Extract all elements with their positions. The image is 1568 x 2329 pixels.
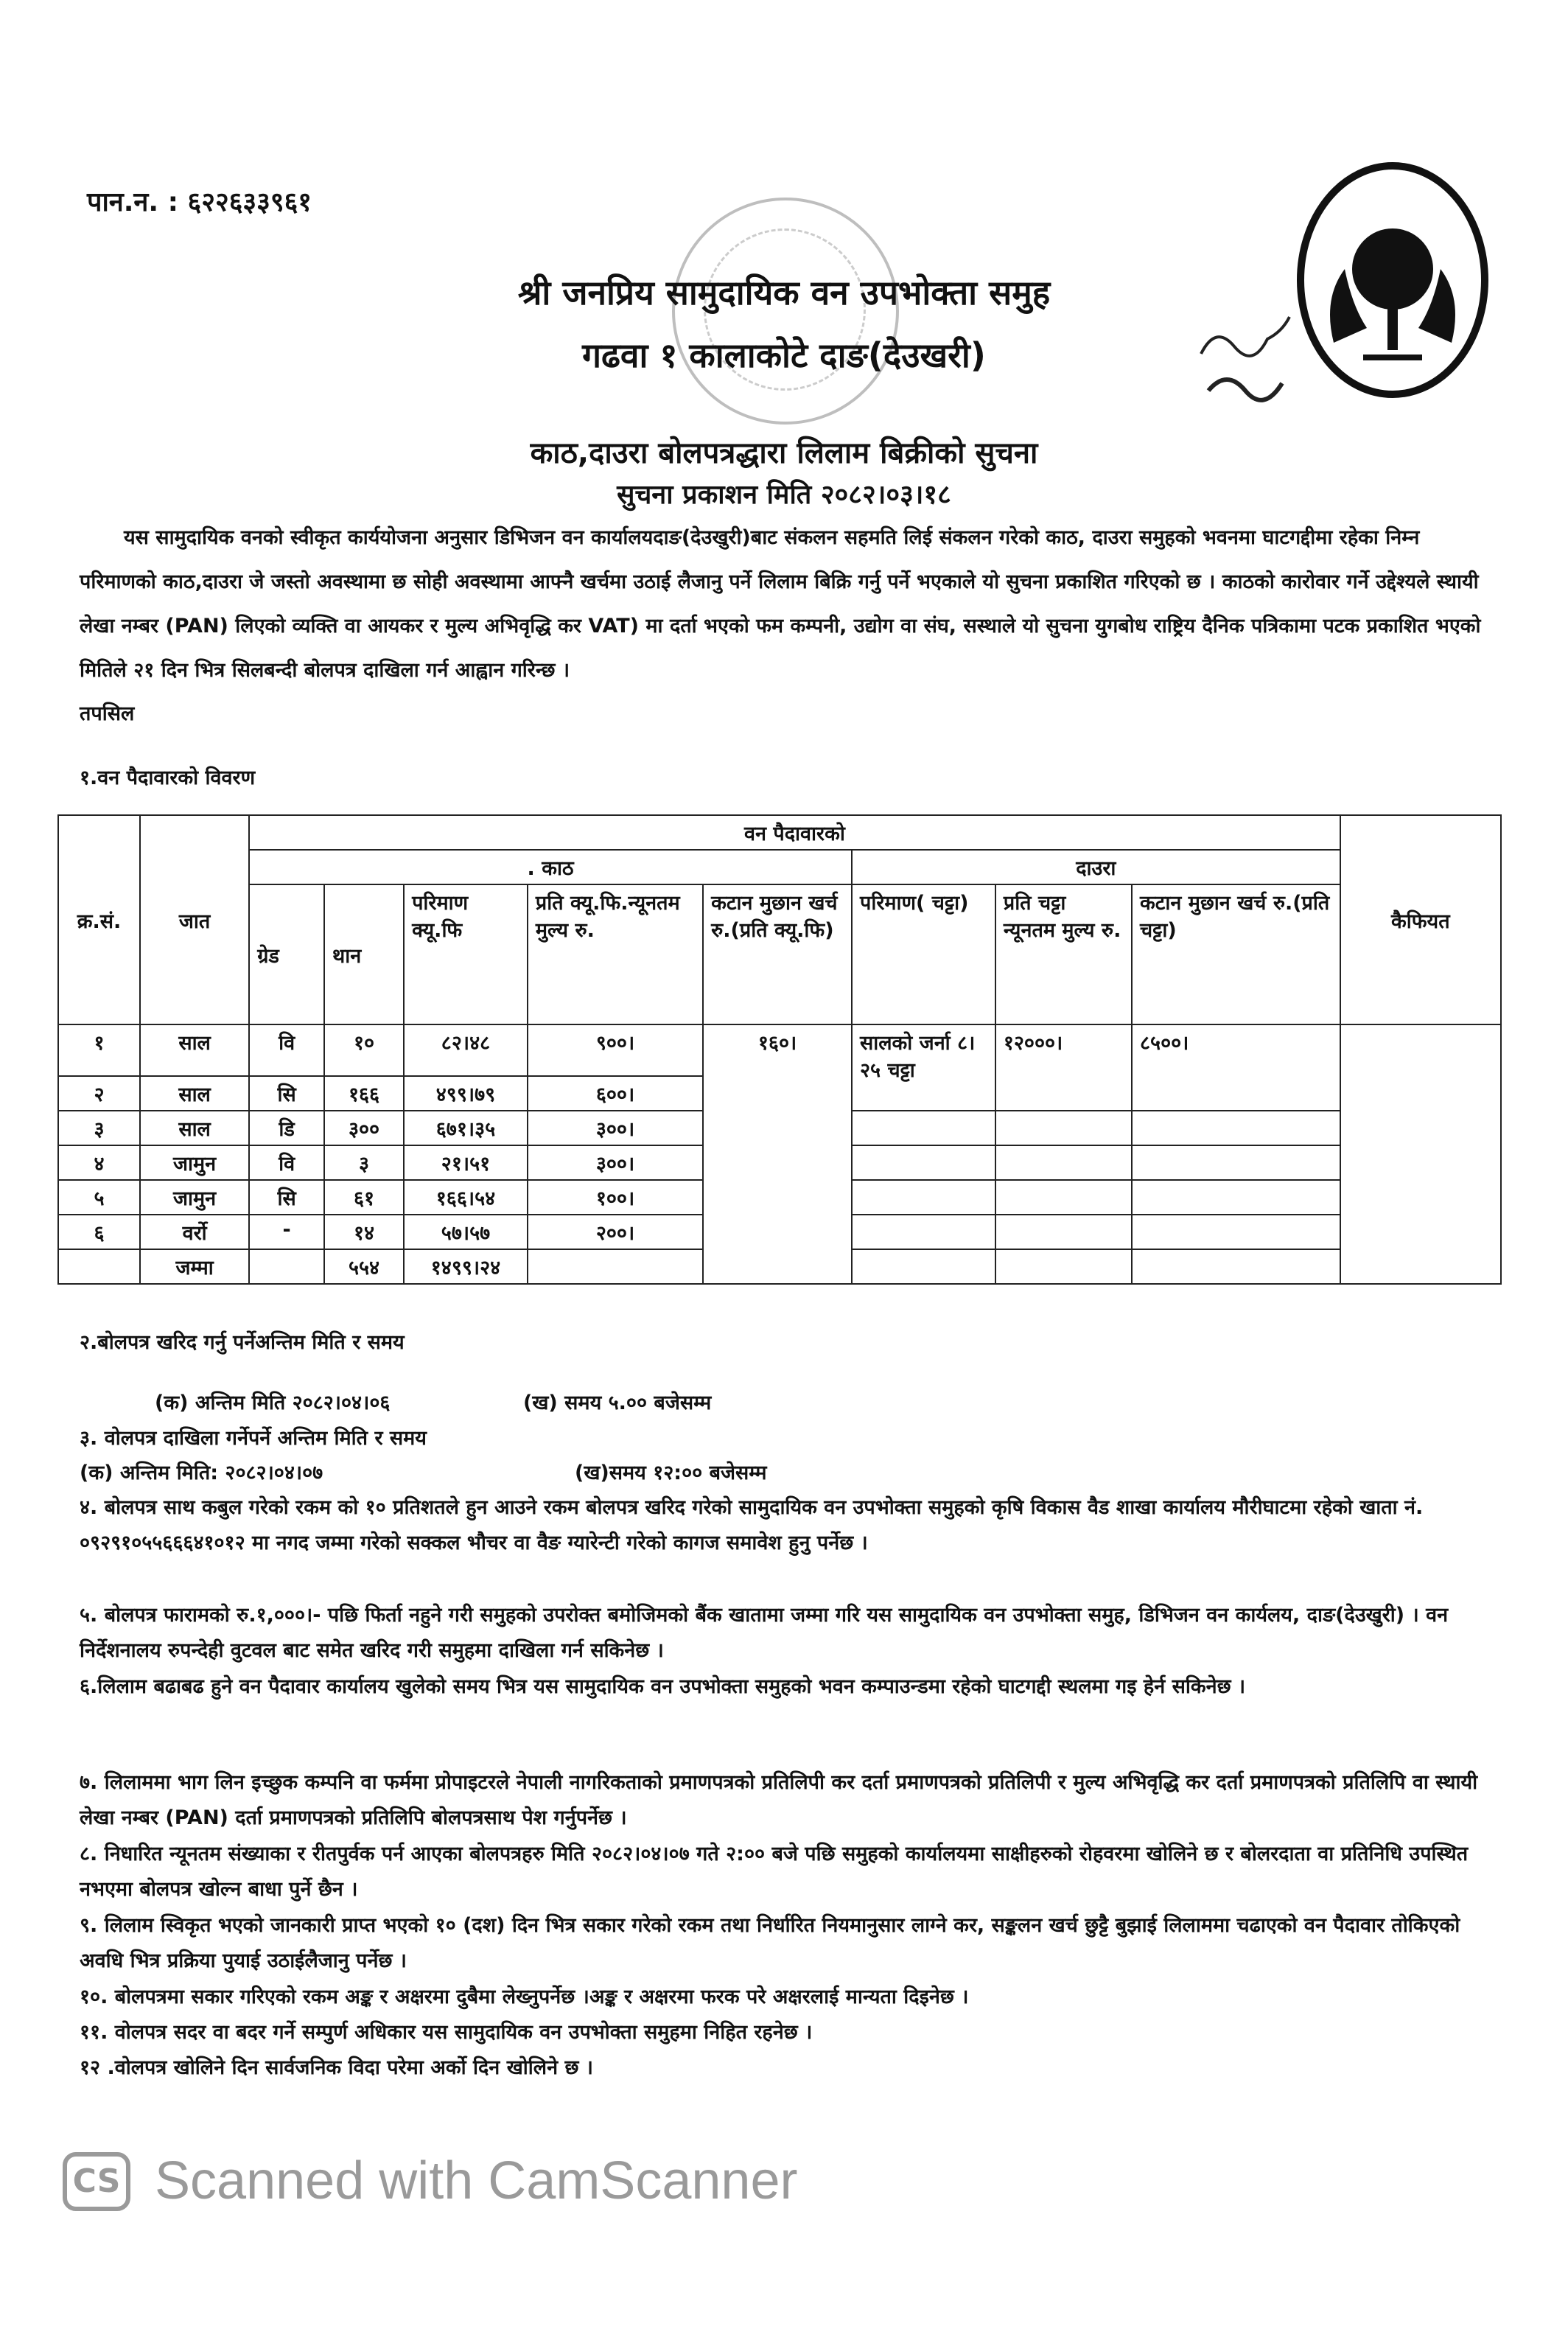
tapasil-label: तपसिल bbox=[80, 702, 135, 725]
forest-products-table bbox=[57, 814, 1502, 1285]
org-address: गढवा १ कालाकोटे दाङ(देउखरी) bbox=[582, 335, 986, 375]
section2-time: (ख) समय ५.०० बजेसम्म bbox=[523, 1392, 712, 1414]
clause-11: ११. वोलपत्र सदर वा बदर गर्ने सम्पुर्ण अधिकार यस सामुदायिक वन उपभोक्ता समुहमा निहित रहनेछ । bbox=[80, 2021, 813, 2044]
org-name: श्री जनप्रिय सामुदायिक वन उपभोक्ता समुह bbox=[517, 273, 1051, 312]
cell-parimaan: २१।५१ bbox=[404, 1145, 528, 1180]
cell-rate: ३००। bbox=[528, 1111, 703, 1145]
cell-thaan: ६१ bbox=[324, 1180, 404, 1215]
cell-jaat: साल bbox=[140, 1076, 249, 1111]
col-remarks: कैफियत bbox=[1340, 815, 1501, 1024]
cell-rate: १००। bbox=[528, 1180, 703, 1215]
cell-parimaan: ८२।४८ bbox=[404, 1024, 528, 1076]
cell-thaan: ३०० bbox=[324, 1111, 404, 1145]
cell-jaat: वर्रो bbox=[140, 1215, 249, 1249]
col-daura: दाउरा bbox=[852, 850, 1340, 884]
cell-sn: ३ bbox=[58, 1111, 140, 1145]
table-row bbox=[58, 1024, 1501, 1076]
cell-grade: वि bbox=[249, 1024, 324, 1076]
cell-daura-parimaan: सालको जर्ना ८।२५ चट्टा bbox=[852, 1024, 995, 1111]
cell-daura-cutting: ८५००। bbox=[1132, 1024, 1340, 1111]
cell-jaat: साल bbox=[140, 1024, 249, 1076]
cell-jaat: जामुन bbox=[140, 1180, 249, 1215]
publish-date: सुचना प्रकाशन मिति २०८२।०३।१८ bbox=[617, 480, 951, 510]
cell-grade: - bbox=[249, 1215, 324, 1249]
cell-daura-rate: १२०००। bbox=[995, 1024, 1132, 1111]
camscanner-logo-icon: CS bbox=[63, 2152, 130, 2211]
cell-parimaan: ५७।५७ bbox=[404, 1215, 528, 1249]
clause-7: ७. लिलाममा भाग लिन इच्छुक कम्पनि वा फर्ममा प्रोपाइटरले नेपाली नागरिकताको प्रमाणपत्रको प्रतिलिपी कर दर्ता प्रमाणपत्रको प्रतिलिपी र मुल्य अभिवृद्धि कर दर्ता प्रमाणपत्रको प्रतिलिपि वा स्थायी लेखा नम्बर (PAN) दर्ता प्रमाणपत्रको प्रतिलिपि बोलपत्रसाथ पेश गर्नुपर्नेछ । bbox=[80, 1771, 1478, 1829]
clause-8: ८. निधारित न्यूनतम संख्याका र रीतपुर्वक पर्न आएका बोलपत्रहरु मिति २०८२।०४।०७ गते २:०० बजे पछि समुहको कार्यालयमा साक्षीहरुको रोहवरमा खोलिने छ र बोलरदाता वा प्रतिनिधि उपस्थित नभएमा बोलपत्र खोल्न बाधा पुर्ने छैन । bbox=[80, 1843, 1469, 1901]
clause-12: १२ .वोलपत्र खोलिने दिन सार्वजनिक विदा परेमा अर्को दिन खोलिने छ । bbox=[80, 2056, 594, 2079]
clause-5: ५. बोलपत्र फारामको रु.१,०००।- पछि फिर्ता नहुने गरी समुहको उपरोक्त बमोजिमको बैंक खातामा जम्मा गरि यस सामुदायिक वन उपभोक्ता समुह, डिभिजन वन कार्यलय, दाङ(देउखुरी) । वन निर्देशनालय रुपन्देही वुटवल बाट समेत खरिद गरी समुहमा दाखिला गर्न सकिनेछ । bbox=[80, 1604, 1449, 1662]
scanner-watermark: Scanned with CamScanner bbox=[155, 2151, 798, 2210]
cell-grade: सि bbox=[249, 1180, 324, 1215]
cell-sn: २ bbox=[58, 1076, 140, 1111]
section3-title: ३. वोलपत्र दाखिला गर्नेपर्ने अन्तिम मिति र समय bbox=[80, 1427, 427, 1450]
col-rate: प्रति क्यू.फि.न्यूनतम मुल्य रु. bbox=[528, 884, 703, 1024]
cell-thaan: १४ bbox=[324, 1215, 404, 1249]
cell-parimaan: ६७१।३५ bbox=[404, 1111, 528, 1145]
clause-6: ६.लिलाम बढाबढ हुने वन पैदावार कार्यालय खुलेको समय भित्र यस सामुदायिक वन उपभोक्ता समुहको भवन कम्पाउन्डमा रहेको घाटगद्दी स्थलमा गइ हेर्न सकिनेछ । bbox=[80, 1675, 1246, 1698]
total-thaan: ५५४ bbox=[324, 1249, 404, 1284]
col-grade: ग्रेड bbox=[249, 884, 324, 1024]
pan-number: पान.न. : ६२२६३३९६१ bbox=[87, 187, 312, 217]
cell-jaat: साल bbox=[140, 1111, 249, 1145]
col-top-header: वन पैदावारको bbox=[249, 815, 1340, 850]
col-parimaan: परिमाण क्यू.फि bbox=[404, 884, 528, 1024]
col-daura-cutting: कटान मुछान खर्च रु.(प्रति चट्टा) bbox=[1132, 884, 1340, 1024]
cell-thaan: १० bbox=[324, 1024, 404, 1076]
section3-time: (ख)समय १२:०० बजेसम्म bbox=[575, 1462, 767, 1484]
section2-title: २.बोलपत्र खरिद गर्नु पर्नेअन्तिम मिति र समय bbox=[80, 1331, 405, 1354]
clause-10: १०. बोलपत्रमा सकार गरिएको रकम अङ्क र अक्षरमा दुबैमा लेख्नुपर्नेछ ।अङ्क र अक्षरमा फरक परे अक्षरलाई मान्यता दिइनेछ । bbox=[80, 1986, 969, 2008]
section3-date: (क) अन्तिम मिति: २०८२।०४।०७ bbox=[80, 1462, 323, 1484]
cell-sn: ४ bbox=[58, 1145, 140, 1180]
intro-paragraph: यस सामुदायिक वनको स्वीकृत कार्ययोजना अनुसार डिभिजन वन कार्यालयदाङ(देउखुरी)बाट संकलन सहमति लिई संकलन गरेको काठ, दाउरा समुहको भवनमा घाटगद्दीमा रहेका निम्न परिमाणको काठ,दाउरा जे जस्तो अवस्थामा छ सोही अवस्थामा आफ्नै खर्चमा उठाई लैजानु पर्ने लिलाम बिक्रि गर्नु पर्ने भएकाले यो सुचना प्रकाशित गरिएको छ । काठको कारोवार गर्ने उद्देश्यले स्थायी लेखा नम्बर (PAN) लिएको व्यक्ति वा आयकर र मुल्य अभिवृद्धि कर VAT) मा दर्ता भएको फम कम्पनी, उद्योग वा संघ, सस्थाले यो सुचना युगबोध राष्ट्रिय दैनिक पत्रिकामा पटक प्रकाशित भएको मितिले २१ दिन भित्र सिलबन्दी बोलपत्र दाखिला गर्न आह्वान गरिन्छ । bbox=[80, 526, 1481, 682]
col-sn: क्र.सं. bbox=[58, 815, 140, 1024]
cell-rate: ३००। bbox=[528, 1145, 703, 1180]
col-kaath: . काठ bbox=[249, 850, 852, 884]
cell-grade: सि bbox=[249, 1076, 324, 1111]
cell-rate: २००। bbox=[528, 1215, 703, 1249]
col-jaat: जात bbox=[140, 815, 249, 1024]
cell-jaat: जामुन bbox=[140, 1145, 249, 1180]
clause-4: ४. बोलपत्र साथ कबुल गरेको रकम को १० प्रतिशतले हुन आउने रकम बोलपत्र खरिद गरेको सामुदायिक वन उपभोक्ता समुहको कृषि विकास वैड शाखा कार्यालय मौरीघाटमा रहेको खाता नं. ०९२९१०५५६६६४१०१२ मा नगद जम्मा गरेको सक्कल भौचर वा वैङ ग्यारेन्टी गरेकाे कागज समावेश हुनु पर्नेछ । bbox=[80, 1496, 1424, 1554]
cell-remarks bbox=[1340, 1024, 1501, 1284]
cell-sn: १ bbox=[58, 1024, 140, 1076]
cell-thaan: ३ bbox=[324, 1145, 404, 1180]
col-daura-parimaan: परिमाण( चट्टा) bbox=[852, 884, 995, 1024]
cell-rate: ९००। bbox=[528, 1024, 703, 1076]
cell-cutting-cost: १६०। bbox=[703, 1024, 852, 1284]
total-label: जम्मा bbox=[140, 1249, 249, 1284]
cell-rate: ६००। bbox=[528, 1076, 703, 1111]
notice-title: काठ,दाउरा बोलपत्रद्धारा लिलाम बिक्रीको सुचना bbox=[530, 436, 1038, 470]
col-cutting: कटान मुछान खर्च रु.(प्रति क्यू.फि) bbox=[703, 884, 852, 1024]
cell-grade: डि bbox=[249, 1111, 324, 1145]
clause-9: ९. लिलाम स्विकृत भएको जानकारी प्राप्त भएको १० (दश) दिन भित्र सकार गरेको रकम तथा निर्धारित नियमानुसार लाग्ने कर, सङ्कलन खर्च छुट्टै बुझाई लिलाममा चढाएको वन पैदावार तोकिएको अवधि भित्र प्रक्रिया पुयाई उठाईलैजानु पर्नेछ । bbox=[80, 1914, 1460, 1972]
section2-date: (क) अन्तिम मिति २०८२।०४।०६ bbox=[155, 1392, 391, 1414]
col-thaan: थान bbox=[324, 884, 404, 1024]
cell-thaan: १६६ bbox=[324, 1076, 404, 1111]
section1-title: १.वन पैदावारको विवरण bbox=[80, 767, 256, 789]
col-daura-rate: प्रति चट्टा न्यूनतम मुल्य रु. bbox=[995, 884, 1132, 1024]
cell-sn: ५ bbox=[58, 1180, 140, 1215]
cell-parimaan: १६६।५४ bbox=[404, 1180, 528, 1215]
cell-sn: ६ bbox=[58, 1215, 140, 1249]
cell-grade: वि bbox=[249, 1145, 324, 1180]
total-parimaan: १४९९।२४ bbox=[404, 1249, 528, 1284]
cell-parimaan: ४९९।७९ bbox=[404, 1076, 528, 1111]
